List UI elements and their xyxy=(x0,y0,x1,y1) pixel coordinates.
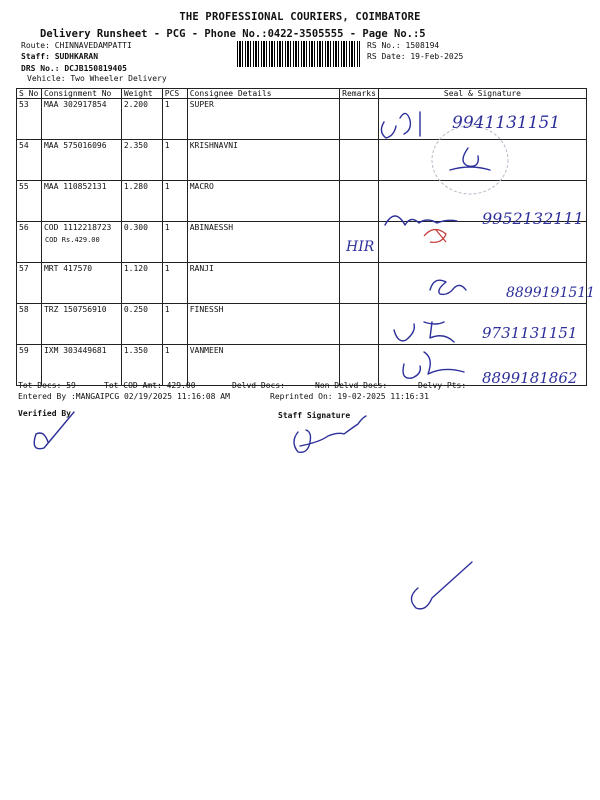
cell-sno: 59 xyxy=(17,345,42,386)
col-sno: S No xyxy=(17,89,42,99)
signature-row54 xyxy=(450,148,490,170)
signature-row58 xyxy=(394,322,454,342)
cell-sno: 54 xyxy=(17,140,42,181)
cell-consignee: KRISHNAVNI xyxy=(187,140,339,181)
staff: Staff: SUDHKARAN xyxy=(21,52,99,61)
cell-weight: 1.280 xyxy=(121,181,162,222)
phone-row58: 9731131151 xyxy=(482,324,578,342)
seal-stamp xyxy=(432,126,508,194)
cell-pcs: 1 xyxy=(162,181,187,222)
cell-sno: 57 xyxy=(17,263,42,304)
cell-consignee: VANMEEN xyxy=(187,345,339,386)
verified-by-signature xyxy=(34,412,74,449)
signature-row56 xyxy=(385,216,457,225)
cell-sno: 56 xyxy=(17,222,42,263)
cell-consignment: MAA 575016096 xyxy=(41,140,121,181)
phone-row59: 8899181862 xyxy=(482,369,578,387)
col-seal-signature: Seal & Signature xyxy=(378,89,586,99)
staff-signature-mark xyxy=(294,416,366,452)
company-name: THE PROFESSIONAL COURIERS, COIMBATORE xyxy=(179,11,421,23)
cell-sno: 55 xyxy=(17,181,42,222)
drs-number: DRS No.: DCJB150819405 xyxy=(21,64,127,73)
col-consignee: Consignee Details xyxy=(187,89,339,99)
total-cod-amount: Tot COD Amt: 429.00 xyxy=(104,381,196,390)
cell-consignment: MAA 110852131 xyxy=(41,181,121,222)
delivery-points: Delvy Pts: xyxy=(418,381,467,390)
cell-consignment: MAA 302917854 xyxy=(41,99,121,140)
total-docs: Tot Docs: 59 xyxy=(18,381,76,390)
cell-consignment: MRT 417570 xyxy=(41,263,121,304)
cell-weight: 2.350 xyxy=(121,140,162,181)
verified-by-label: Verified By xyxy=(18,409,71,418)
remark-row56: HIR xyxy=(346,239,375,255)
cell-consignment: TRZ 150756910 xyxy=(41,304,121,345)
cell-weight: 1.120 xyxy=(121,263,162,304)
vehicle: Vehicle: Two Wheeler Delivery xyxy=(27,74,167,83)
col-pcs: PCS xyxy=(162,89,187,99)
cell-consignee: MACRO xyxy=(187,181,339,222)
cell-consignment: IXM 303449681 xyxy=(41,345,121,386)
col-remarks: Remarks xyxy=(340,89,379,99)
cell-pcs: 1 xyxy=(162,140,187,181)
consignment-number: COD 1112218723 xyxy=(43,223,112,232)
cell-weight: 0.250 xyxy=(121,304,162,345)
cell-weight: 0.300 xyxy=(121,222,162,263)
cell-weight: 2.200 xyxy=(121,99,162,140)
rs-number: RS No.: 1508194 xyxy=(367,41,440,50)
cell-pcs: 1 xyxy=(162,263,187,304)
cell-pcs: 1 xyxy=(162,222,187,263)
non-delivered-docs: Non Delvd Docs: xyxy=(315,381,388,390)
cell-consignee: RANJI xyxy=(187,263,339,304)
col-consignment: Consignment No xyxy=(41,89,121,99)
cell-sno: 58 xyxy=(17,304,42,345)
col-weight: Weight xyxy=(121,89,162,99)
signature-row59 xyxy=(403,352,464,378)
reprinted-on: Reprinted On: 19-02-2025 11:16:31 xyxy=(270,392,429,401)
cell-consignee: SUPER xyxy=(187,99,339,140)
signature-row57 xyxy=(430,280,466,294)
red-mark xyxy=(424,229,446,242)
cell-consignee: ABINAESSH xyxy=(187,222,339,263)
cell-weight: 1.350 xyxy=(121,345,162,386)
rs-date: RS Date: 19-Feb-2025 xyxy=(367,52,464,61)
phone-row57: 8899191511 xyxy=(506,285,596,301)
entered-by: Entered By :MANGAIPCG 02/19/2025 11:16:08 AM xyxy=(18,392,230,401)
route: Route: CHINNAVEDAMPATTI xyxy=(21,41,132,50)
cell-consignee: FINESSH xyxy=(187,304,339,345)
cell-sno: 53 xyxy=(17,99,42,140)
check-mark xyxy=(411,562,472,609)
cod-amount-note: COD Rs.429.00 xyxy=(44,236,100,244)
phone-row53: 9941131151 xyxy=(452,113,561,133)
cell-pcs: 1 xyxy=(162,99,187,140)
signature-row53 xyxy=(381,112,420,138)
sheet-title: Delivery Runsheet - PCG - Phone No.:0422-3505555 - Page No.:5 xyxy=(40,28,426,40)
phone-row56: 9952132111 xyxy=(482,209,584,228)
cell-pcs: 1 xyxy=(162,345,187,386)
cell-pcs: 1 xyxy=(162,304,187,345)
staff-signature-label: Staff Signature xyxy=(278,411,351,420)
delivered-docs: Delvd Docs: xyxy=(232,381,285,390)
